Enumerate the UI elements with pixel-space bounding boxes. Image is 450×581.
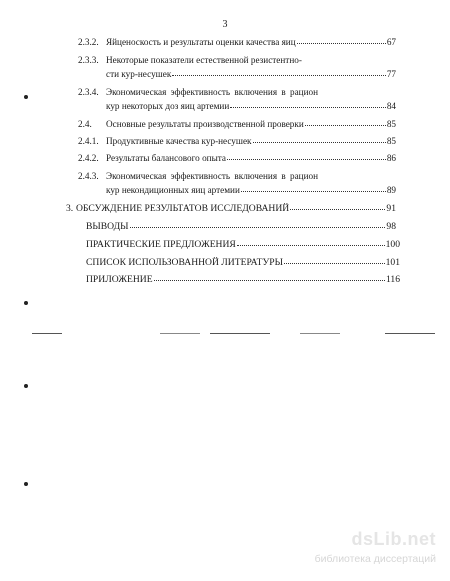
toc-entry-title: ПРИЛОЖЕНИЕ [86,274,153,285]
toc-entry-title-cont: кур некоторых доз яиц артемии [106,101,230,111]
toc-entry-page: 67 [386,37,396,47]
toc-leader-dots [154,272,385,281]
toc-entry-number: 2.4.2. [78,153,99,163]
toc-entry-title: ОБСУЖДЕНИЕ РЕЗУЛЬТАТОВ ИССЛЕДОВАНИЙ [76,203,290,214]
toc-entry-continuation [106,100,396,112]
toc-entry [86,220,396,233]
toc-entry [66,202,396,215]
toc-leader-dots [230,99,386,108]
toc-entry-title: Продуктивные качества кур-несушек [106,136,252,146]
toc-entry [86,238,400,251]
toc-entry-title: Основные результаты производственной проверки [106,119,304,129]
toc-leader-dots [130,219,386,228]
toc-entry-page: 101 [385,257,400,268]
toc-entry-page: 85 [386,136,396,146]
toc-entry [78,36,396,48]
watermark [256,529,436,569]
toc-entry [78,54,396,66]
scan-line [160,333,200,334]
toc-entry-number: 2.4.3. [78,171,99,181]
toc-entry-title: Экономическая эффективность включения в рацион [106,171,319,181]
toc-entry [78,170,396,182]
toc-entry-page: 98 [386,221,396,232]
toc-entry [78,118,396,130]
toc-entry [78,135,396,147]
toc-entry-title-cont: кур некондиционных яиц артемии [106,185,240,195]
scan-speck [24,301,28,305]
toc-entry-page: 86 [386,153,396,163]
scan-line [32,333,62,334]
toc-entry-page: 77 [386,69,396,79]
toc-entry-title: Некоторые показатели естественной резистентно- [106,55,302,65]
toc-entry-title: ВЫВОДЫ [86,221,129,232]
toc-entry-number: 2.3.2. [78,37,99,47]
toc-entry [86,273,400,286]
toc-entry-number: 3. [66,203,74,214]
toc-entry-page: 100 [385,239,400,250]
toc-entry-number: 2.3.3. [78,55,99,65]
toc-entry-title: Экономическая эффективность включения в рацион [106,87,319,97]
watermark-subtitle: библиотека диссертаций [314,553,436,565]
toc-entry-title-cont: сти кур-несушек [106,69,172,79]
toc-entry-page: 85 [386,119,396,129]
toc-entry [86,256,400,269]
toc-entry [78,152,396,164]
toc-leader-dots [284,255,385,264]
scan-speck [24,95,28,99]
toc-entry-title: Яйценоскость и результаты оценки качества яиц [106,37,296,47]
toc-entry-page: 89 [386,185,396,195]
page-number: 3 [222,19,228,30]
toc-leader-dots [227,151,386,160]
toc-entry-title: Результаты балансового опыта [106,153,226,163]
toc-entry-number: 2.4. [78,119,92,129]
toc-entry-number: 2.3.4. [78,87,99,97]
toc-leader-dots [172,67,386,76]
toc-entry-page: 116 [385,274,400,285]
toc-entry-title: ПРАКТИЧЕСКИЕ ПРЕДЛОЖЕНИЯ [86,239,236,250]
toc-leader-dots [253,134,386,143]
toc-entry-page: 84 [386,101,396,111]
toc-entry-title: СПИСОК ИСПОЛЬЗОВАННОЙ ЛИТЕРАТУРЫ [86,257,284,268]
toc-leader-dots [290,201,385,210]
toc-entry-continuation [106,68,396,80]
scan-line [385,333,435,334]
scan-speck [24,482,28,486]
scan-line [300,333,340,334]
watermark-logo: dsLib.net [351,529,436,549]
scan-line [210,333,270,334]
toc-entry-page: 91 [386,203,396,214]
toc-leader-dots [305,117,386,126]
toc-entry [78,86,396,98]
toc-entry-continuation [106,184,396,196]
toc-leader-dots [297,35,386,44]
toc-leader-dots [237,237,385,246]
toc-entry-number: 2.4.1. [78,136,99,146]
toc-leader-dots [241,183,386,192]
scan-speck [24,384,28,388]
